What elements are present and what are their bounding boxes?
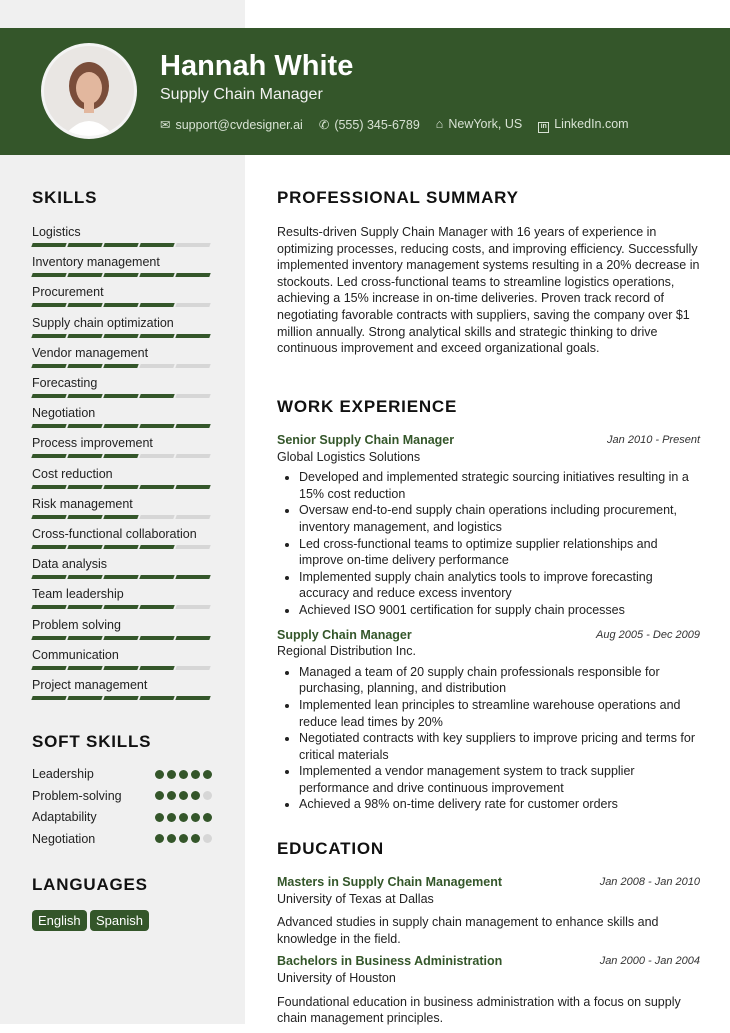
soft-skill-item <box>32 810 212 824</box>
skill-level-segment <box>139 696 174 700</box>
skill-level-segment <box>103 454 138 458</box>
rating-dot <box>203 834 212 843</box>
skill-item <box>32 648 210 670</box>
rating-dot <box>167 813 176 822</box>
skill-label: Cost reduction <box>32 466 113 481</box>
bullet: • Negotiated contracts with key suppliers to improve pricing and terms for critical materials <box>299 730 700 763</box>
degree: Masters in Supply Chain Management <box>277 875 503 889</box>
skill-item <box>32 255 210 277</box>
skill-bar <box>32 364 210 368</box>
skill-label: Logistics <box>32 225 81 239</box>
skill-level-segment <box>103 243 138 247</box>
skill-level-segment <box>31 243 66 247</box>
rating-dot <box>179 813 188 822</box>
soft-skill-item <box>32 767 212 781</box>
envelope-icon: ✉ <box>160 118 171 132</box>
skill-bar <box>32 666 210 670</box>
skill-label: Team leadership <box>32 587 124 602</box>
skill-level-segment <box>67 485 102 489</box>
skill-level-segment <box>175 273 210 277</box>
phone-text: (555) 345-6789 <box>334 118 420 132</box>
skill-bar <box>32 636 210 640</box>
soft-skill-label: Adaptability <box>32 810 97 824</box>
skill-level-segment <box>175 515 210 519</box>
skill-level-segment <box>67 273 102 277</box>
skill-level-segment <box>139 605 174 609</box>
education-entry <box>277 953 700 1026</box>
soft-skill-item <box>32 789 212 803</box>
skill-level-segment <box>67 243 102 247</box>
candidate-name: Hannah White <box>160 50 354 82</box>
job-title: Supply Chain Manager <box>277 627 412 642</box>
email-text: support@cvdesigner.ai <box>175 118 303 132</box>
linkedin-icon: in <box>538 122 549 133</box>
skill-level-segment <box>67 454 102 458</box>
skill-label: Cross-functional collaboration <box>32 527 197 541</box>
education-list <box>277 874 700 1033</box>
skill-level-segment <box>67 666 102 670</box>
summary-heading: PROFESSIONAL SUMMARY <box>277 188 519 207</box>
rating-dot <box>191 791 200 800</box>
skill-item <box>32 497 210 519</box>
edu-description: Advanced studies in supply chain management to enhance skills and knowledge in the field. <box>277 915 659 946</box>
soft-skill-label: Leadership <box>32 767 94 781</box>
skill-item <box>32 557 210 579</box>
skill-bar <box>32 273 210 277</box>
skill-level-segment <box>139 243 174 247</box>
skill-level-segment <box>175 545 210 549</box>
rating-dot <box>203 791 212 800</box>
skill-level-segment <box>175 394 210 398</box>
skill-level-segment <box>103 364 138 368</box>
skill-label: Procurement <box>32 285 104 300</box>
company: Global Logistics Solutions <box>277 449 421 464</box>
skill-level-segment <box>31 575 66 579</box>
company: Regional Distribution Inc. <box>277 644 416 659</box>
bullet: • Implemented supply chain analytics tools to improve forecasting accuracy and reduce excess inventory <box>299 569 700 602</box>
skill-level-segment <box>103 273 138 277</box>
edu-dates: Jan 2008 - Jan 2010 <box>599 876 700 888</box>
rating-dot <box>179 770 188 779</box>
skill-level-segment <box>139 454 174 458</box>
rating-dot <box>167 770 176 779</box>
skill-label: Project management <box>32 678 148 692</box>
skill-level-segment <box>103 545 138 549</box>
email[interactable] <box>160 117 303 133</box>
skill-label: Communication <box>32 647 119 662</box>
skill-bar <box>32 394 210 398</box>
skill-bar <box>32 303 210 307</box>
skill-level-segment <box>31 515 66 519</box>
bullet: • Achieved ISO 9001 certification for supply chain processes <box>299 602 700 619</box>
skill-item <box>32 618 210 640</box>
skill-bar <box>32 575 210 579</box>
skill-level-segment <box>103 485 138 489</box>
skill-level-segment <box>175 696 210 700</box>
contact-row <box>160 117 629 133</box>
skill-level-segment <box>175 454 210 458</box>
skill-level-segment <box>139 545 174 549</box>
skill-level-segment <box>175 605 210 609</box>
home-icon: ⌂ <box>435 117 444 131</box>
location-text: NewYork, US <box>448 117 523 131</box>
skill-level-segment <box>31 394 66 398</box>
skill-label: Inventory management <box>32 255 160 270</box>
skill-level-segment <box>31 303 66 307</box>
education-entry <box>277 874 700 947</box>
skill-level-segment <box>31 364 66 368</box>
skill-level-segment <box>175 485 210 489</box>
skill-item <box>32 467 210 489</box>
skill-bar <box>32 545 210 549</box>
skill-level-segment <box>103 575 138 579</box>
skill-level-segment <box>31 485 66 489</box>
rating-dot <box>155 770 164 779</box>
skill-level-segment <box>67 636 102 640</box>
skill-level-segment <box>31 696 66 700</box>
candidate-title: Supply Chain Manager <box>160 86 323 103</box>
bullet: • Developed and implemented strategic sourcing initiatives resulting in a 15% cost reduction <box>299 469 700 502</box>
skill-level-segment <box>67 394 102 398</box>
skill-level-segment <box>31 666 66 670</box>
skill-level-segment <box>139 485 174 489</box>
skill-label: Risk management <box>32 496 133 511</box>
skill-level-segment <box>67 303 102 307</box>
location <box>436 117 522 133</box>
rating-dot <box>155 791 164 800</box>
skill-level-segment <box>175 243 210 247</box>
skill-item <box>32 406 210 428</box>
job-title: Senior Supply Chain Manager <box>277 433 455 447</box>
skill-level-segment <box>103 424 138 428</box>
skill-bar <box>32 605 210 609</box>
soft-skill-rating <box>155 813 212 822</box>
skill-level-segment <box>67 515 102 519</box>
bullet: • Oversaw end-to-end supply chain operations including procurement, inventory management, and logistics <box>299 502 700 535</box>
bullet: • Managed a team of 20 supply chain professionals responsible for purchasing, planning, and distribution <box>299 664 700 697</box>
skill-level-segment <box>139 303 174 307</box>
skill-item <box>32 346 210 368</box>
skill-level-segment <box>175 364 210 368</box>
language-badge: Spanish <box>90 910 149 931</box>
skill-label: Problem solving <box>32 617 121 632</box>
soft-skill-label: Problem-solving <box>32 788 122 803</box>
skill-level-segment <box>139 424 174 428</box>
phone-icon: ✆ <box>318 118 330 132</box>
skill-level-segment <box>139 666 174 670</box>
skill-level-segment <box>31 636 66 640</box>
skills-heading: SKILLS <box>32 188 98 207</box>
avatar <box>41 43 137 139</box>
skill-level-segment <box>103 696 138 700</box>
bullet: • Implemented a vendor management system to track supplier performance and drive continuous improvement <box>299 763 700 796</box>
skill-item <box>32 376 210 398</box>
rating-dot <box>155 813 164 822</box>
skill-level-segment <box>67 545 102 549</box>
bullet: • Led cross-functional teams to optimize supplier relationships and improve on-time delivery performance <box>299 536 700 569</box>
language-badge: English <box>32 910 87 931</box>
summary <box>277 224 700 357</box>
rating-dot <box>191 770 200 779</box>
skill-label: Forecasting <box>32 376 98 390</box>
skill-item <box>32 316 210 338</box>
skill-label: Data analysis <box>32 557 108 572</box>
linkedin-text: LinkedIn.com <box>554 117 629 131</box>
skill-label: Vendor management <box>32 345 149 360</box>
skill-item <box>32 587 210 609</box>
skill-item <box>32 678 210 700</box>
skill-label: Supply chain optimization <box>32 315 174 330</box>
edu-description: Foundational education in business administration with a focus on supply chain management principles. <box>277 994 681 1026</box>
work-list <box>277 432 700 821</box>
job-dates: Aug 2005 - Dec 2009 <box>596 628 700 641</box>
skill-level-segment <box>31 424 66 428</box>
skill-level-segment <box>103 394 138 398</box>
job-bullets <box>277 664 700 813</box>
skill-level-segment <box>139 575 174 579</box>
skill-bar <box>32 334 210 338</box>
skill-level-segment <box>31 334 66 338</box>
skill-item <box>32 527 210 549</box>
skill-label: Process improvement <box>32 436 153 451</box>
skill-level-segment <box>175 334 210 338</box>
school: University of Texas at Dallas <box>277 891 434 906</box>
job-entry <box>277 627 700 814</box>
skill-level-segment <box>139 273 174 277</box>
skill-level-segment <box>31 273 66 277</box>
skill-level-segment <box>103 334 138 338</box>
skill-level-segment <box>31 545 66 549</box>
rating-dot <box>155 834 164 843</box>
skill-level-segment <box>175 636 210 640</box>
skill-level-segment <box>67 575 102 579</box>
rating-dot <box>203 813 212 822</box>
skill-level-segment <box>67 605 102 609</box>
skill-bar <box>32 696 210 700</box>
degree: Bachelors in Business Administration <box>277 954 503 969</box>
rating-dot <box>191 834 200 843</box>
skill-level-segment <box>67 364 102 368</box>
skill-bar <box>32 454 210 458</box>
skill-level-segment <box>103 303 138 307</box>
school: University of Houston <box>277 970 396 985</box>
soft-skill-label: Negotiation <box>32 831 96 846</box>
skill-level-segment <box>175 424 210 428</box>
linkedin[interactable] <box>538 117 628 133</box>
skill-level-segment <box>175 575 210 579</box>
bullet: • Achieved a 98% on-time delivery rate for customer orders <box>299 796 700 813</box>
phone[interactable] <box>319 117 420 133</box>
skill-level-segment <box>103 515 138 519</box>
job-bullets <box>277 469 700 618</box>
skill-level-segment <box>175 303 210 307</box>
skill-bar <box>32 485 210 489</box>
skill-level-segment <box>139 636 174 640</box>
skill-level-segment <box>67 424 102 428</box>
skill-level-segment <box>67 696 102 700</box>
skill-level-segment <box>31 605 66 609</box>
skill-item <box>32 436 210 458</box>
soft-skills-heading: SOFT SKILLS <box>32 732 152 751</box>
skill-item <box>32 285 210 307</box>
skill-level-segment <box>31 454 66 458</box>
job-entry <box>277 432 700 619</box>
soft-skill-item <box>32 832 212 846</box>
job-dates: Jan 2010 - Present <box>607 434 700 446</box>
rating-dot <box>191 813 200 822</box>
skill-level-segment <box>139 334 174 338</box>
edu-dates: Jan 2000 - Jan 2004 <box>599 955 700 968</box>
skill-level-segment <box>103 636 138 640</box>
rating-dot <box>167 834 176 843</box>
soft-skill-rating <box>155 791 212 800</box>
skill-level-segment <box>67 334 102 338</box>
soft-skill-rating <box>155 834 212 843</box>
skill-item <box>32 225 210 247</box>
education-heading: EDUCATION <box>277 839 384 858</box>
skill-bar <box>32 424 210 428</box>
rating-dot <box>179 834 188 843</box>
skill-bar <box>32 515 210 519</box>
skill-level-segment <box>139 394 174 398</box>
skill-level-segment <box>103 666 138 670</box>
skill-level-segment <box>139 364 174 368</box>
summary-text: Results-driven Supply Chain Manager with 16 years of experience in optimizing processes, reducing costs, and improving efficiency. Successfully implemented inventory management systems resulting in a 20% decrease in stockouts. Led cross-functional teams to streamline logistics operations, achieving a 15% increase in on-time deliveries. Proven track record of negotiating favorable contracts with suppliers, saving the company over $1 million annually. Strong analytical skills and strategic thinking to drive continuous improvement and exceed organizational goals. <box>277 225 700 356</box>
skill-level-segment <box>139 515 174 519</box>
rating-dot <box>179 791 188 800</box>
bullet: • Implemented lean principles to streamline warehouse operations and reduce lead times by 20% <box>299 697 700 730</box>
rating-dot <box>167 791 176 800</box>
soft-skill-rating <box>155 770 212 779</box>
languages-heading: LANGUAGES <box>32 875 148 894</box>
work-heading: WORK EXPERIENCE <box>277 397 458 416</box>
skill-bar <box>32 243 210 247</box>
rating-dot <box>203 770 212 779</box>
skill-level-segment <box>103 605 138 609</box>
skill-level-segment <box>175 666 210 670</box>
skill-label: Negotiation <box>32 406 96 421</box>
